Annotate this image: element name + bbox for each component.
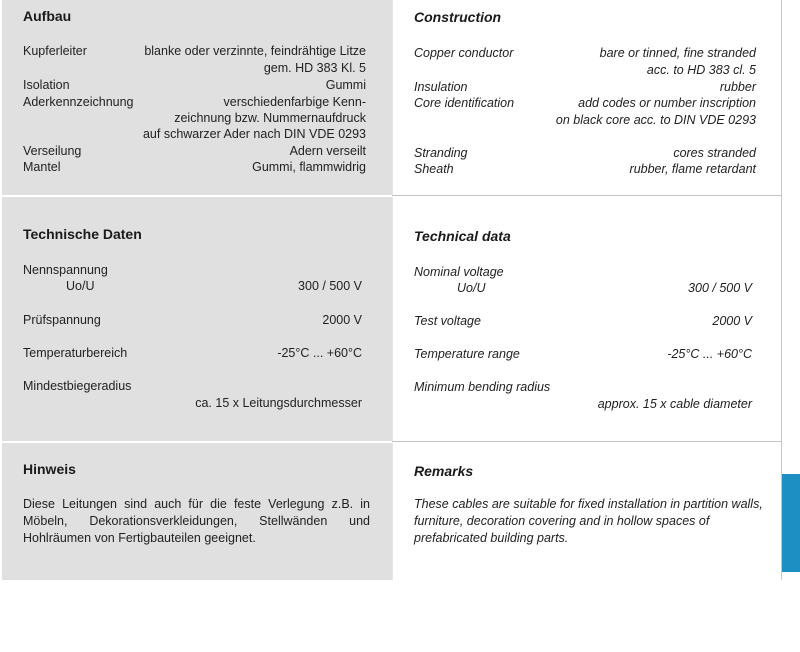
- conductor-value: bare or tinned, fine stranded: [599, 46, 756, 60]
- temperature-label: Temperature range: [414, 347, 520, 361]
- stranding-label: Verseilung: [23, 144, 82, 158]
- bending-radius-value: approx. 15 x cable diameter: [597, 397, 752, 411]
- conductor-label: Copper conductor: [414, 46, 514, 60]
- temperature-value: -25°C ... +60°C: [667, 347, 752, 361]
- section-heading: Remarks: [414, 463, 474, 479]
- test-voltage-label: Test voltage: [414, 314, 481, 328]
- voltage-sublabel: Uo/U: [457, 281, 486, 295]
- core-value-cont-2: auf schwarzer Ader nach DIN VDE 0293: [142, 127, 366, 141]
- temperature-value: -25°C ... +60°C: [277, 346, 362, 360]
- sheath-value: rubber, flame retardant: [629, 162, 756, 176]
- remarks-paragraph: These cables are suitable for fixed installation in partition walls, furniture, decoration covering and in hollow spaces of prefabricated building parts.: [414, 497, 763, 545]
- section-heading: Hinweis: [23, 461, 76, 477]
- conductor-label: Kupferleiter: [23, 44, 87, 58]
- right-frame-line: [781, 0, 782, 580]
- test-voltage-value: 2000 V: [712, 314, 752, 328]
- voltage-value: 300 / 500 V: [298, 279, 362, 293]
- bending-radius-label: Minimum bending radius: [414, 380, 551, 394]
- core-value-cont: zeichnung bzw. Nummernaufdruck: [174, 111, 366, 125]
- separator-1-right: [392, 195, 782, 196]
- core-label: Core identification: [414, 96, 515, 110]
- bending-radius-value: ca. 15 x Leitungsdurchmesser: [195, 396, 362, 410]
- column-divider: [392, 0, 393, 580]
- section-heading: Technical data: [414, 228, 511, 244]
- core-label: Aderkennzeichnung: [23, 95, 134, 109]
- insulation-label: Insulation: [414, 80, 468, 94]
- sheath-label: Mantel: [23, 160, 61, 174]
- core-value: verschiedenfarbige Kenn-: [223, 95, 366, 109]
- stranding-value: Adern verseilt: [289, 144, 366, 158]
- test-voltage-value: 2000 V: [322, 313, 362, 327]
- conductor-value-cont: acc. to HD 383 cl. 5: [646, 63, 756, 77]
- core-value: add codes or number inscription: [578, 96, 756, 110]
- separator-2-right: [392, 441, 782, 442]
- stranding-label: Stranding: [414, 146, 468, 160]
- voltage-sublabel: Uo/U: [66, 279, 95, 293]
- section-heading: Technische Daten: [23, 226, 142, 242]
- insulation-label: Isolation: [23, 78, 70, 92]
- sheath-label: Sheath: [414, 162, 454, 176]
- test-voltage-label: Prüfspannung: [23, 313, 101, 327]
- sheath-value: Gummi, flammwidrig: [252, 160, 366, 174]
- voltage-label: Nennspannung: [23, 263, 108, 277]
- bending-radius-label: Mindestbiegeradius: [23, 379, 132, 393]
- conductor-value: blanke oder verzinnte, feindrähtige Litze: [144, 44, 366, 58]
- section-heading: Aufbau: [23, 8, 72, 24]
- section-heading: Construction: [414, 9, 502, 25]
- blue-edge-strip: [781, 474, 800, 572]
- voltage-label: Nominal voltage: [414, 265, 504, 279]
- stranding-value: cores stranded: [673, 146, 756, 160]
- insulation-value: Gummi: [325, 78, 366, 92]
- temperature-label: Temperaturbereich: [23, 346, 128, 360]
- insulation-value: rubber: [719, 80, 756, 94]
- core-value-cont: on black core acc. to DIN VDE 0293: [555, 113, 756, 127]
- voltage-value: 300 / 500 V: [688, 281, 752, 295]
- remarks-paragraph: Diese Leitungen sind auch für die feste Verlegung z.B. in Möbeln, Dekorationsverkleidungen, Stellwänden und Hohlräumen von Fertigbauteilen geeignet.: [23, 497, 370, 545]
- conductor-value-cont: gem. HD 383 Kl. 5: [263, 61, 366, 75]
